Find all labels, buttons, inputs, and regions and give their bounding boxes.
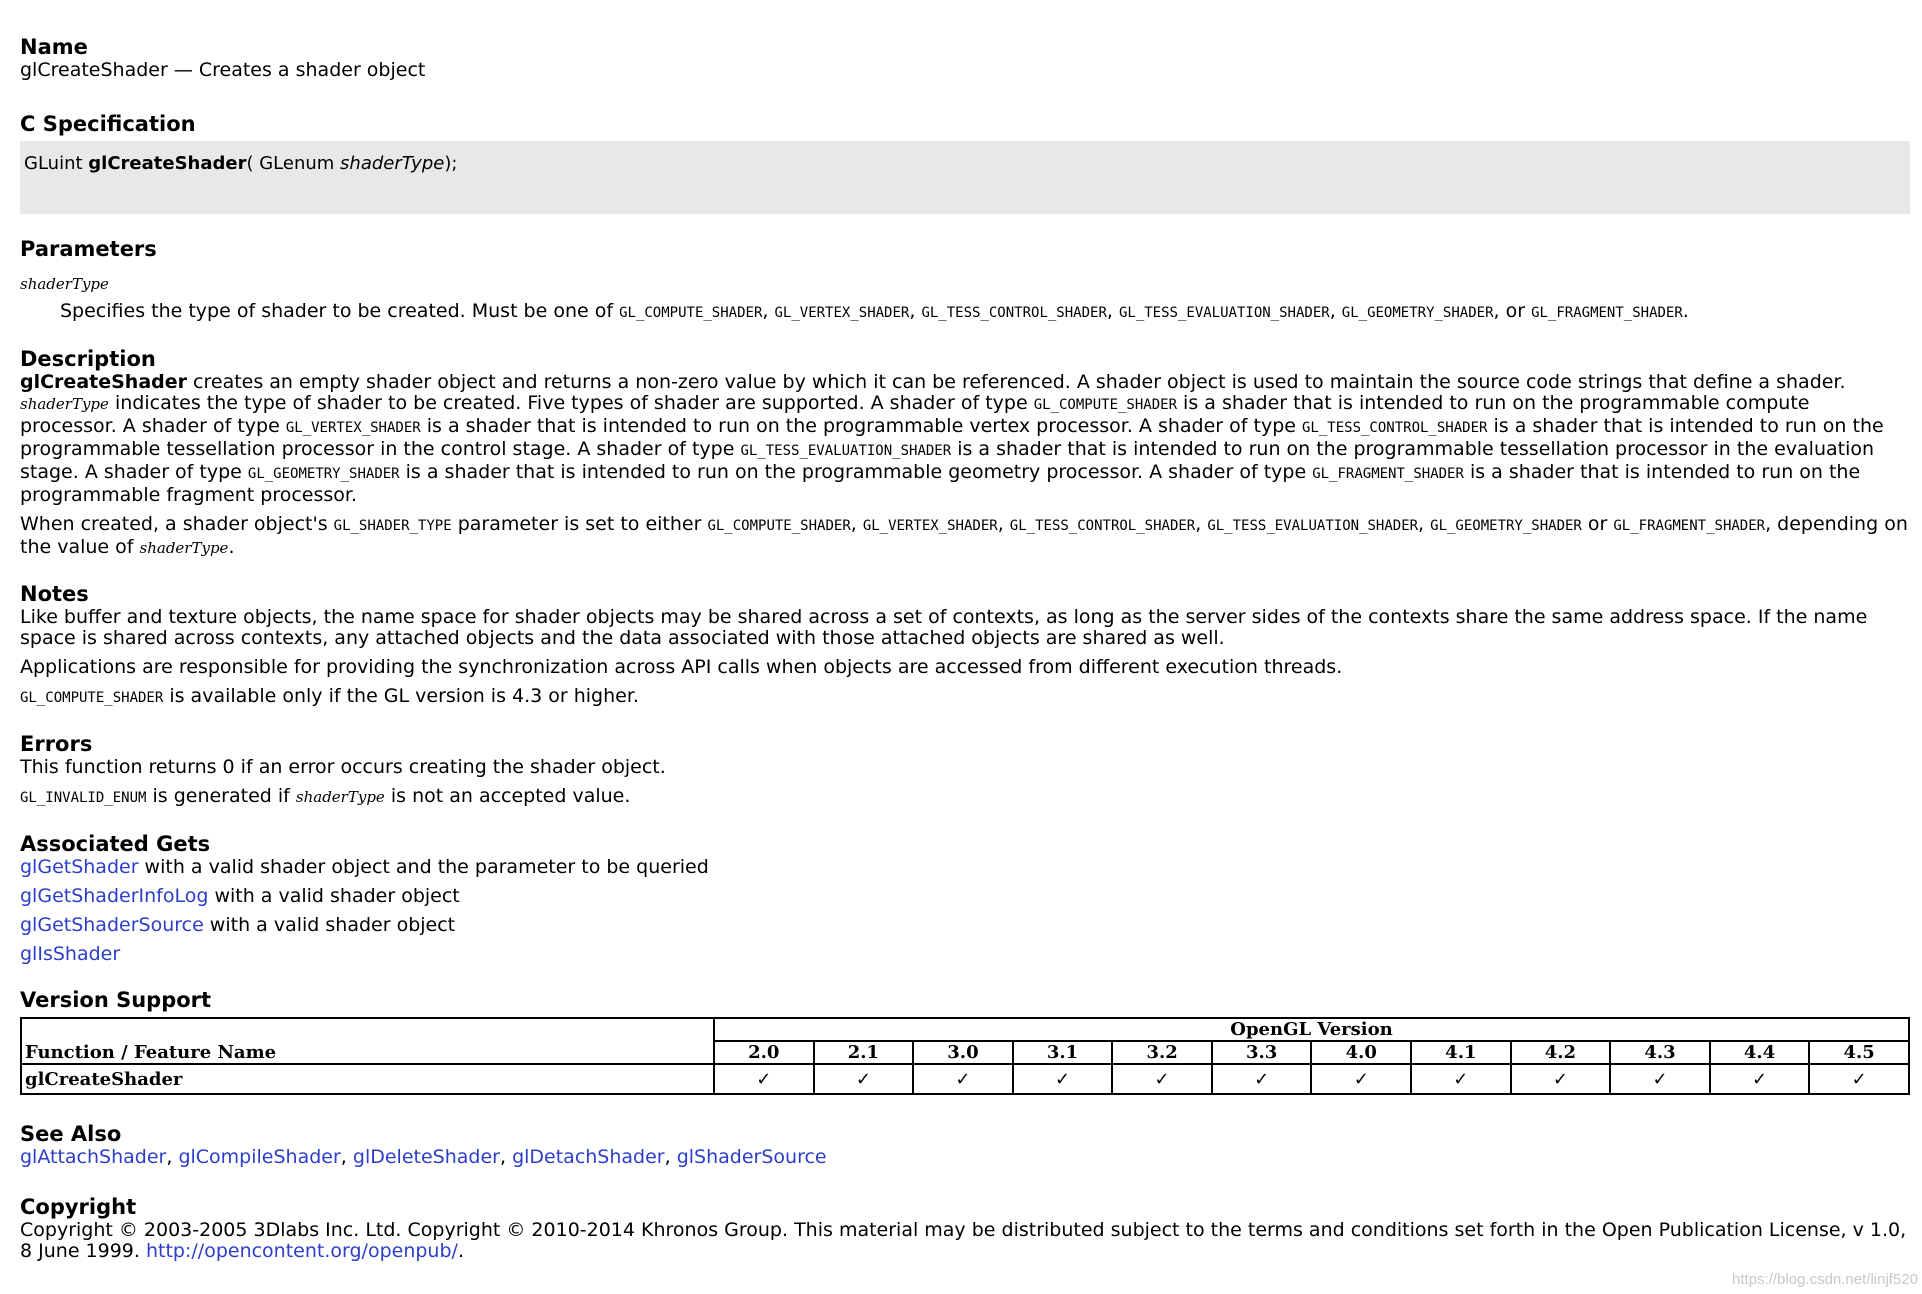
version-4-5: 4.5 — [1809, 1041, 1909, 1064]
end: . — [457, 1240, 464, 1262]
check-icon: ✓ — [1710, 1064, 1810, 1094]
table-header-row-1 — [21, 1018, 1909, 1041]
notes-paragraph-3 — [20, 686, 1910, 709]
check-icon: ✓ — [1411, 1064, 1511, 1094]
link-gldetachshader[interactable]: glDetachShader — [512, 1146, 665, 1168]
watermark: https://blog.csdn.net/linjf520 — [1732, 1271, 1918, 1288]
const-vertex-shader: GL_VERTEX_SHADER — [285, 420, 421, 436]
gets-item — [20, 915, 1910, 936]
check-icon: ✓ — [1112, 1064, 1212, 1094]
const-fragment-shader: GL_FRAGMENT_SHADER — [1531, 305, 1683, 321]
check-icon: ✓ — [1809, 1064, 1909, 1094]
version-4-2: 4.2 — [1511, 1041, 1611, 1064]
text: is not an accepted value. — [384, 785, 631, 807]
version-3-1: 3.1 — [1013, 1041, 1113, 1064]
text: is a shader that is intended to run on the programmable geometry processor. A shader of type — [399, 461, 1313, 483]
sep: , — [1418, 513, 1431, 535]
const-tess-evaluation-shader: GL_TESS_EVALUATION_SHADER — [740, 443, 952, 459]
name-heading: Name — [20, 35, 88, 59]
section-notes — [20, 581, 1910, 709]
section-associated-gets — [20, 831, 1910, 965]
section-copyright — [20, 1194, 1910, 1262]
param-ref: shaderType — [139, 539, 229, 557]
version-support-table — [20, 1017, 1910, 1095]
link-glisshader[interactable]: glIsShader — [20, 943, 121, 965]
param-ref: shaderType — [295, 788, 385, 806]
link-glshadersource[interactable]: glShaderSource — [676, 1146, 827, 1168]
associated-gets-heading: Associated Gets — [20, 832, 211, 856]
link-glgetshadersource[interactable]: glGetShaderSource — [20, 914, 204, 936]
link-openpub[interactable]: http://opencontent.org/openpub/ — [145, 1240, 458, 1262]
text: is a shader that is intended to run on the programmable tessellation processor in the control stage. A shader of type — [20, 415, 1884, 460]
version-2-0: 2.0 — [714, 1041, 814, 1064]
section-errors — [20, 731, 1910, 809]
c-spec-heading: C Specification — [20, 112, 196, 136]
see-also-heading: See Also — [20, 1122, 122, 1146]
param-desc-text: Specifies the type of shader to be created. Must be one of — [60, 300, 620, 322]
notes-heading: Notes — [20, 582, 89, 606]
const-compute-shader: GL_COMPUTE_SHADER — [707, 518, 851, 534]
copyright-heading: Copyright — [20, 1195, 137, 1219]
row-function-name: glCreateShader — [21, 1064, 714, 1094]
spec-close: ); — [444, 153, 458, 174]
sep: , — [166, 1146, 179, 1168]
gets-item — [20, 886, 1910, 907]
table-row — [21, 1064, 1909, 1094]
text: creates an empty shader object and returns a non-zero value by which it can be referenced. A shader object is used to maintain the source code strings that define a shader. — [187, 371, 1846, 393]
const-tess-evaluation-shader: GL_TESS_EVALUATION_SHADER — [1207, 518, 1419, 534]
const-tess-evaluation-shader: GL_TESS_EVALUATION_SHADER — [1118, 305, 1330, 321]
version-4-1: 4.1 — [1411, 1041, 1511, 1064]
see-also-links — [20, 1147, 1910, 1168]
errors-paragraph-2 — [20, 786, 1910, 809]
sep: , — [1195, 513, 1208, 535]
gets-item-text: with a valid shader object — [203, 914, 456, 936]
text: is available only if the GL version is 4.3 or higher. — [163, 685, 639, 707]
text: indicates the type of shader to be created. Five types of shader are supported. A shader of type — [108, 392, 1034, 414]
sep: , — [664, 1146, 677, 1168]
const-fragment-shader: GL_FRAGMENT_SHADER — [1613, 518, 1766, 534]
const-geometry-shader: GL_GEOMETRY_SHADER — [1430, 518, 1582, 534]
const-vertex-shader: GL_VERTEX_SHADER — [862, 518, 998, 534]
text: Copyright © 2003-2005 3Dlabs Inc. Ltd. Copyright © 2010-2014 Khronos Group. This material may be distributed subject to the terms and conditions set forth in the Open Publication License, v 1.0, 8 June 1999. — [20, 1219, 1907, 1262]
sep-or: or — [1581, 513, 1614, 535]
sep: , — [997, 513, 1010, 535]
check-icon: ✓ — [1013, 1064, 1113, 1094]
text: parameter is set to either — [451, 513, 708, 535]
link-glcompileshader[interactable]: glCompileShader — [178, 1146, 341, 1168]
spec-function-name: glCreateShader — [88, 153, 247, 174]
check-icon: ✓ — [913, 1064, 1013, 1094]
const-compute-shader: GL_COMPUTE_SHADER — [619, 305, 763, 321]
spec-return-type: GLuint — [24, 153, 89, 174]
c-spec-box — [20, 141, 1910, 214]
description-paragraph-1 — [20, 372, 1910, 506]
text: When created, a shader object's — [20, 513, 334, 535]
version-4-0: 4.0 — [1311, 1041, 1411, 1064]
link-glgetshader[interactable]: glGetShader — [20, 856, 139, 878]
check-icon: ✓ — [714, 1064, 814, 1094]
link-gldeleteshader[interactable]: glDeleteShader — [352, 1146, 500, 1168]
param-ref: shaderType — [20, 395, 109, 413]
text: is a shader that is intended to run on the programmable compute processor. A shader of type — [20, 392, 1810, 437]
errors-heading: Errors — [20, 732, 93, 756]
version-2-1: 2.1 — [814, 1041, 914, 1064]
sep: , — [850, 513, 863, 535]
errors-paragraph-1: This function returns 0 if an error occurs creating the shader object. — [20, 756, 666, 778]
func-name: glCreateShader — [20, 371, 187, 393]
version-4-3: 4.3 — [1610, 1041, 1710, 1064]
check-icon: ✓ — [1511, 1064, 1611, 1094]
const-tess-control-shader: GL_TESS_CONTROL_SHADER — [1009, 518, 1196, 534]
text: , depending on the value of — [20, 513, 1908, 558]
end: . — [228, 536, 235, 558]
const-tess-control-shader: GL_TESS_CONTROL_SHADER — [921, 305, 1107, 321]
const-fragment-shader: GL_FRAGMENT_SHADER — [1312, 466, 1464, 482]
sep: , — [1329, 300, 1342, 322]
section-see-also — [20, 1121, 1910, 1168]
const-geometry-shader: GL_GEOMETRY_SHADER — [247, 466, 400, 482]
const-compute-shader: GL_COMPUTE_SHADER — [20, 690, 164, 706]
spec-open: ( GLenum — [246, 153, 341, 174]
section-name — [20, 34, 1910, 81]
text: is a shader that is intended to run on the programmable vertex processor. A shader of type — [420, 415, 1302, 437]
check-icon: ✓ — [814, 1064, 914, 1094]
link-glattachshader[interactable]: glAttachShader — [20, 1146, 167, 1168]
parameters-heading: Parameters — [20, 237, 157, 261]
param-name: shaderType — [20, 275, 109, 293]
check-icon: ✓ — [1311, 1064, 1411, 1094]
page — [20, 34, 1910, 1280]
notes-paragraph-1: Like buffer and texture objects, the name space for shader objects may be shared across a set of contexts, as long as the server sides of the contexts share the same address space. If the name space is shared across contexts, any attached objects and the data associated with those attached objects are shared as well. — [20, 606, 1868, 649]
copyright-text — [20, 1220, 1910, 1262]
name-text: glCreateShader — Creates a shader object — [20, 59, 426, 81]
gets-item — [20, 857, 1910, 878]
version-3-3: 3.3 — [1212, 1041, 1312, 1064]
section-parameters — [20, 236, 1910, 324]
opengl-version-header: OpenGL Version — [714, 1018, 1909, 1041]
version-4-4: 4.4 — [1710, 1041, 1810, 1064]
gets-item — [20, 944, 1910, 965]
param-description — [60, 301, 1910, 324]
check-icon: ✓ — [1610, 1064, 1710, 1094]
notes-paragraph-2: Applications are responsible for providing the synchronization across API calls when objects are accessed from different execution threads. — [20, 656, 1343, 678]
sep: , — [1106, 300, 1119, 322]
const-geometry-shader: GL_GEOMETRY_SHADER — [1341, 305, 1494, 321]
spec-param: shaderType — [340, 153, 445, 174]
sep: , — [909, 300, 922, 322]
description-heading: Description — [20, 347, 156, 371]
version-support-heading: Version Support — [20, 988, 212, 1012]
check-icon: ✓ — [1212, 1064, 1312, 1094]
gets-item-text: with a valid shader object — [208, 885, 460, 907]
const-shader-type: GL_SHADER_TYPE — [333, 518, 452, 534]
const-invalid-enum: GL_INVALID_ENUM — [20, 790, 147, 806]
gets-item-text: with a valid shader object and the parameter to be queried — [138, 856, 709, 878]
description-paragraph-2 — [20, 514, 1910, 559]
text: is a shader that is intended to run on the programmable fragment processor. — [20, 461, 1861, 506]
section-description — [20, 346, 1910, 559]
sep: , — [499, 1146, 513, 1168]
const-vertex-shader: GL_VERTEX_SHADER — [774, 305, 910, 321]
text: is generated if — [146, 785, 296, 807]
const-tess-control-shader: GL_TESS_CONTROL_SHADER — [1302, 420, 1488, 436]
sep-or: , or — [1493, 300, 1532, 322]
version-3-2: 3.2 — [1112, 1041, 1212, 1064]
sep: , — [340, 1146, 353, 1168]
version-3-0: 3.0 — [913, 1041, 1013, 1064]
section-c-spec — [20, 111, 1910, 214]
text: is a shader that is intended to run on the programmable tessellation processor in the evaluation stage. A shader of type — [20, 438, 1875, 483]
end: . — [1682, 300, 1689, 322]
feature-header: Function / Feature Name — [21, 1018, 714, 1064]
const-compute-shader: GL_COMPUTE_SHADER — [1033, 397, 1178, 413]
sep: , — [762, 300, 775, 322]
link-glgetshaderinfolog[interactable]: glGetShaderInfoLog — [20, 885, 209, 907]
section-version-support — [20, 987, 1910, 1095]
